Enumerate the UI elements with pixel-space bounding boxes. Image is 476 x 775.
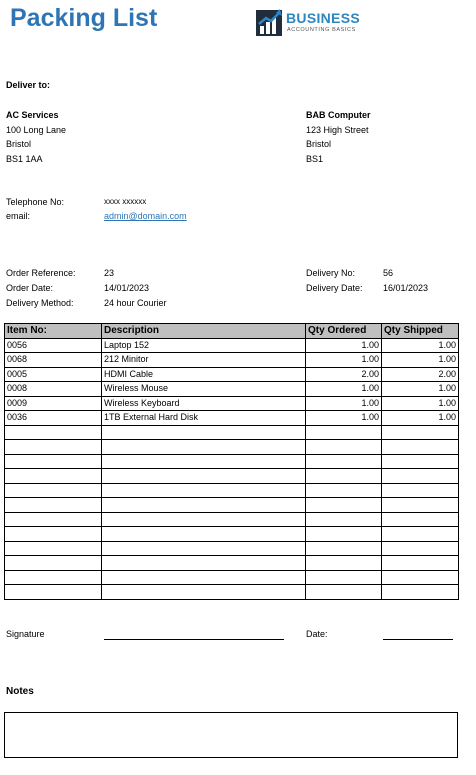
header-qty-shipped: Qty Shipped [382, 324, 459, 339]
item-no-cell [5, 425, 102, 440]
page-title: Packing List [10, 4, 158, 32]
qty-ordered-cell [306, 454, 382, 469]
item-no-cell [5, 483, 102, 498]
qty-ordered-cell [306, 469, 382, 484]
delivery-date-label: Delivery Date: [306, 283, 363, 293]
qty-shipped-cell: 2.00 [382, 367, 459, 382]
qty-ordered-cell: 1.00 [306, 382, 382, 397]
description-cell [102, 454, 306, 469]
signature-line[interactable] [104, 638, 284, 640]
qty-shipped-cell [382, 498, 459, 513]
description-cell [102, 469, 306, 484]
sender-address-line1: 123 High Street [306, 125, 369, 135]
table-row [5, 570, 459, 585]
date-label: Date: [306, 629, 328, 639]
description-cell [102, 556, 306, 571]
qty-ordered-cell [306, 498, 382, 513]
table-row [5, 541, 459, 556]
table-row [5, 367, 459, 382]
header-description: Description [102, 324, 306, 339]
delivery-no-label: Delivery No: [306, 268, 356, 278]
description-cell: HDMI Cable [102, 367, 306, 382]
delivery-date-value: 16/01/2023 [383, 283, 429, 293]
description-cell [102, 585, 306, 600]
table-row [5, 469, 459, 484]
qty-shipped-cell: 1.00 [382, 353, 459, 368]
sender-address-line2: Bristol [306, 139, 332, 149]
sender-name: BAB Computer [306, 110, 371, 120]
qty-shipped-cell [382, 512, 459, 527]
qty-shipped-cell: 1.00 [382, 396, 459, 411]
item-no-cell [5, 469, 102, 484]
qty-shipped-cell: 1.00 [382, 382, 459, 397]
notes-box[interactable] [4, 712, 458, 758]
table-row [5, 425, 459, 440]
description-cell: Wireless Mouse [102, 382, 306, 397]
qty-ordered-cell: 1.00 [306, 411, 382, 426]
deliver-to-label: Deliver to: [6, 80, 51, 90]
qty-shipped-cell [382, 483, 459, 498]
signature-label: Signature [6, 629, 45, 639]
qty-shipped-cell [382, 469, 459, 484]
qty-ordered-cell [306, 425, 382, 440]
header-item-no: Item No: [5, 324, 102, 339]
qty-shipped-cell [382, 425, 459, 440]
qty-ordered-cell: 1.00 [306, 338, 382, 353]
table-row [5, 338, 459, 353]
telephone-value: xxxx xxxxxx [104, 197, 147, 206]
table-row [5, 440, 459, 455]
description-cell [102, 483, 306, 498]
qty-ordered-cell [306, 440, 382, 455]
sender-address-line3: BS1 [306, 154, 324, 164]
qty-ordered-cell [306, 483, 382, 498]
item-no-cell: 0005 [5, 367, 102, 382]
order-reference-label: Order Reference: [6, 268, 76, 278]
recipient-address-line1: 100 Long Lane [6, 125, 67, 135]
item-no-cell: 0009 [5, 396, 102, 411]
qty-shipped-cell: 1.00 [382, 338, 459, 353]
qty-ordered-cell [306, 527, 382, 542]
table-row [5, 382, 459, 397]
recipient-name: AC Services [6, 110, 59, 120]
description-cell [102, 570, 306, 585]
item-no-cell [5, 556, 102, 571]
description-cell [102, 512, 306, 527]
description-cell [102, 425, 306, 440]
table-row [5, 396, 459, 411]
description-cell: Wireless Keyboard [102, 396, 306, 411]
date-line[interactable] [383, 638, 453, 640]
description-cell [102, 527, 306, 542]
items-table [4, 323, 459, 600]
item-no-cell: 0036 [5, 411, 102, 426]
item-no-cell [5, 454, 102, 469]
item-no-cell [5, 570, 102, 585]
qty-shipped-cell [382, 585, 459, 600]
description-cell: Laptop 152 [102, 338, 306, 353]
qty-shipped-cell [382, 440, 459, 455]
item-no-cell [5, 585, 102, 600]
bar-chart-logo-icon [256, 6, 284, 38]
qty-shipped-cell: 1.00 [382, 411, 459, 426]
description-cell: 1TB External Hard Disk [102, 411, 306, 426]
qty-ordered-cell: 2.00 [306, 367, 382, 382]
qty-ordered-cell [306, 512, 382, 527]
table-row [5, 585, 459, 600]
delivery-method-value: 24 hour Courier [104, 298, 167, 308]
header-qty-ordered: Qty Ordered [306, 324, 382, 339]
table-row [5, 556, 459, 571]
email-link[interactable]: admin@domain.com [104, 211, 187, 221]
item-no-cell [5, 440, 102, 455]
description-cell [102, 498, 306, 513]
table-row [5, 498, 459, 513]
table-header-row [5, 324, 459, 339]
item-no-cell [5, 541, 102, 556]
email-label: email: [6, 211, 31, 221]
qty-ordered-cell [306, 585, 382, 600]
item-no-cell: 0056 [5, 338, 102, 353]
logo-word: BUSINESS [286, 10, 360, 26]
logo-subtitle: ACCOUNTING BASICS [287, 27, 356, 33]
item-no-cell [5, 527, 102, 542]
qty-shipped-cell [382, 454, 459, 469]
qty-ordered-cell [306, 541, 382, 556]
notes-label: Notes [6, 686, 34, 697]
table-row [5, 512, 459, 527]
description-cell [102, 541, 306, 556]
qty-ordered-cell [306, 570, 382, 585]
recipient-address-line2: Bristol [6, 139, 32, 149]
item-no-cell [5, 498, 102, 513]
qty-ordered-cell: 1.00 [306, 396, 382, 411]
delivery-method-label: Delivery Method: [6, 298, 74, 308]
qty-ordered-cell: 1.00 [306, 353, 382, 368]
delivery-no-value: 56 [383, 268, 394, 278]
qty-ordered-cell [306, 556, 382, 571]
qty-shipped-cell [382, 527, 459, 542]
table-row [5, 527, 459, 542]
company-logo [256, 6, 386, 38]
item-no-cell: 0068 [5, 353, 102, 368]
item-no-cell: 0008 [5, 382, 102, 397]
recipient-address-line3: BS1 1AA [6, 154, 43, 164]
telephone-label: Telephone No: [6, 197, 65, 207]
table-row [5, 454, 459, 469]
item-no-cell [5, 512, 102, 527]
description-cell: 212 Minitor [102, 353, 306, 368]
table-row [5, 411, 459, 426]
table-row [5, 483, 459, 498]
order-date-label: Order Date: [6, 283, 54, 293]
description-cell [102, 440, 306, 455]
table-row [5, 353, 459, 368]
qty-shipped-cell [382, 570, 459, 585]
qty-shipped-cell [382, 541, 459, 556]
order-date-value: 14/01/2023 [104, 283, 150, 293]
qty-shipped-cell [382, 556, 459, 571]
order-reference-value: 23 [104, 268, 115, 278]
